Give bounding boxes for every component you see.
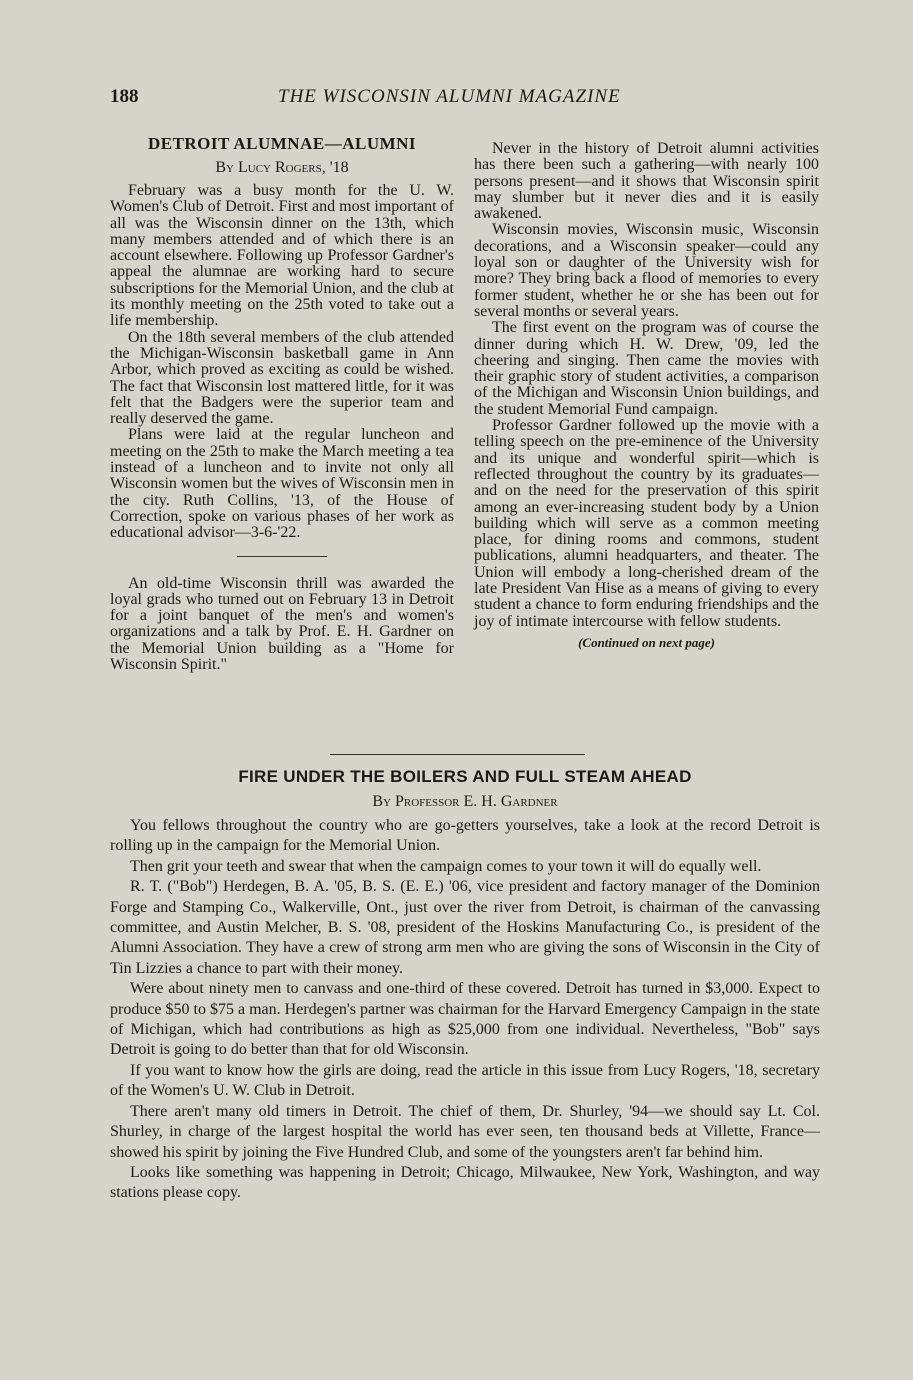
continued-note: (Continued on next page) bbox=[578, 634, 715, 650]
fire-paragraph: You fellows throughout the country who are go-getters yourselves, take a look at the record Detroit is rolling up in the campaign for the Memorial Union. bbox=[110, 817, 820, 855]
fire-article-body bbox=[110, 816, 820, 1204]
running-head bbox=[110, 86, 820, 112]
banquet-paragraph: Professor Gardner followed up the movie with a telling speech on the pre-eminence of the University and its unique and wonderful spirit—which is reflected throughout the country by its graduates—and on the need for the preservation of this spirit among an ever-increasing student body by a Union building which will serve as a common meeting place, for dining rooms and commons, student publications, alumni headquarters, and theater. The Union will embody a long-cherished dream of the late President Van Hise as a means of giving to every student a chance to form enduring friendships and the joy of intimate intercourse with fellow students. bbox=[474, 417, 819, 630]
fire-paragraph: If you want to know how the girls are doing, read the article in this issue from Lucy Rogers, '18, secretary of the Women's U. W. Club in Detroit. bbox=[110, 1061, 820, 1100]
magazine-title: THE WISCONSIN ALUMNI MAGAZINE bbox=[278, 86, 621, 107]
fire-paragraph: Then grit your teeth and swear that when the campaign comes to your town it will do equally well. bbox=[130, 857, 762, 875]
banquet-paragraph: Wisconsin movies, Wisconsin music, Wisconsin decorations, and a Wisconsin speaker—could any loyal son or daughter of the University wish for more? They bring back a flood of memories to every former student, whether he or she has been out for several months or several years. bbox=[474, 221, 819, 320]
banquet-paragraph: The first event on the program was of course the dinner during which H. W. Drew, '09, led the cheering and singing. Then came the movies with their graphic story of student activities, a comparison of the Michigan and Wisconsin Union buildings, and the student Memorial Fund campaign. bbox=[474, 319, 819, 418]
section-divider bbox=[237, 556, 327, 557]
detroit-paragraph: Plans were laid at the regular luncheon and meeting on the 25th to make the March meeting a tea instead of a luncheon and to invite not only all Wisconsin women but the wives of Wisconsin men in the city. Ruth Collins, '13, of the House of Correction, spoke on various phases of her work as educational advisor—3-6-'22. bbox=[110, 426, 454, 542]
banquet-paragraph: An old-time Wisconsin thrill was awarded the loyal grads who turned out on February 13 in Detroit for a joint banquet of the men's and women's organizations and a talk by Prof. E. H. Gardner on the Memorial Union building as a "Home for Wisconsin Spirit." bbox=[110, 574, 454, 674]
article-divider bbox=[330, 754, 585, 755]
left-column bbox=[110, 134, 454, 673]
fire-article-title: FIRE UNDER THE BOILERS AND FULL STEAM AHEAD bbox=[238, 767, 692, 786]
detroit-article-title: DETROIT ALUMNAE—ALUMNI bbox=[147, 134, 417, 153]
right-column bbox=[474, 141, 819, 651]
detroit-paragraph: On the 18th several members of the club attended the Michigan-Wisconsin basketball game in Ann Arbor, which proved as exciting as could be wished. The fact that Wisconsin lost mattered little, for it was felt that the Badgers were the superior team and really deserved the game. bbox=[110, 328, 454, 428]
page-number: 188 bbox=[110, 86, 139, 107]
fire-paragraph: Looks like something was happening in Detroit; Chicago, Milwaukee, New York, Washington, and way stations please copy. bbox=[110, 1163, 820, 1202]
fire-article-byline: By Professor E. H. Gardner bbox=[372, 793, 558, 810]
fire-paragraph: There aren't many old timers in Detroit. The chief of them, Dr. Shurley, '94—we should say Lt. Col. Shurley, in charge of the largest hospital the world has ever seen, ten thousand beds at Villette, France—showed his spirit by joining the Five Hundred Club, and some of the youngsters aren't far behind him. bbox=[110, 1102, 820, 1161]
fire-paragraph: R. T. ("Bob") Herdegen, B. A. '05, B. S. (E. E.) '06, vice president and factory manager of the Dominion Forge and Stamping Co., Walkerville, Ont., just over the river from Detroit, is chairman of the canvassing committee, and Austin Melcher, B. S. '08, president of the Hoskins Manufacturing Co., is president of the Alumni Association. They have a crew of strong arm men who are giving the sons of Wisconsin in the City of Tin Lizzies a chance to part with their money. bbox=[110, 878, 820, 977]
banquet-paragraph: Never in the history of Detroit alumni activities has there been such a gathering—with nearly 100 persons present—and it shows that Wisconsin spirit may slumber but it never dies and it is easily awakened. bbox=[474, 140, 819, 223]
detroit-paragraph: February was a busy month for the U. W. Women's Club of Detroit. First and most important of all was the Wisconsin dinner on the 13th, which many members attended and of which there is an account elsewhere. Following up Professor Gardner's appeal the alumnae are working hard to secure subscriptions for the Memorial Union, and the club at its monthly meeting on the 25th voted to take out a life membership. bbox=[110, 182, 454, 330]
fire-paragraph: Were about ninety men to canvass and one-third of these covered. Detroit has turned in $3,000. Expect to produce $50 to $75 a man. Herdegen's partner was chairman for the Harvard Emergency Campaign in the state of Michigan, which had contributions as high as $25,000 from one individual. Nevertheless, "Bob" says Detroit is going to do better than that for old Wisconsin. bbox=[110, 980, 820, 1059]
detroit-article-byline: By Lucy Rogers, '18 bbox=[215, 159, 349, 176]
fire-article bbox=[110, 766, 820, 1204]
